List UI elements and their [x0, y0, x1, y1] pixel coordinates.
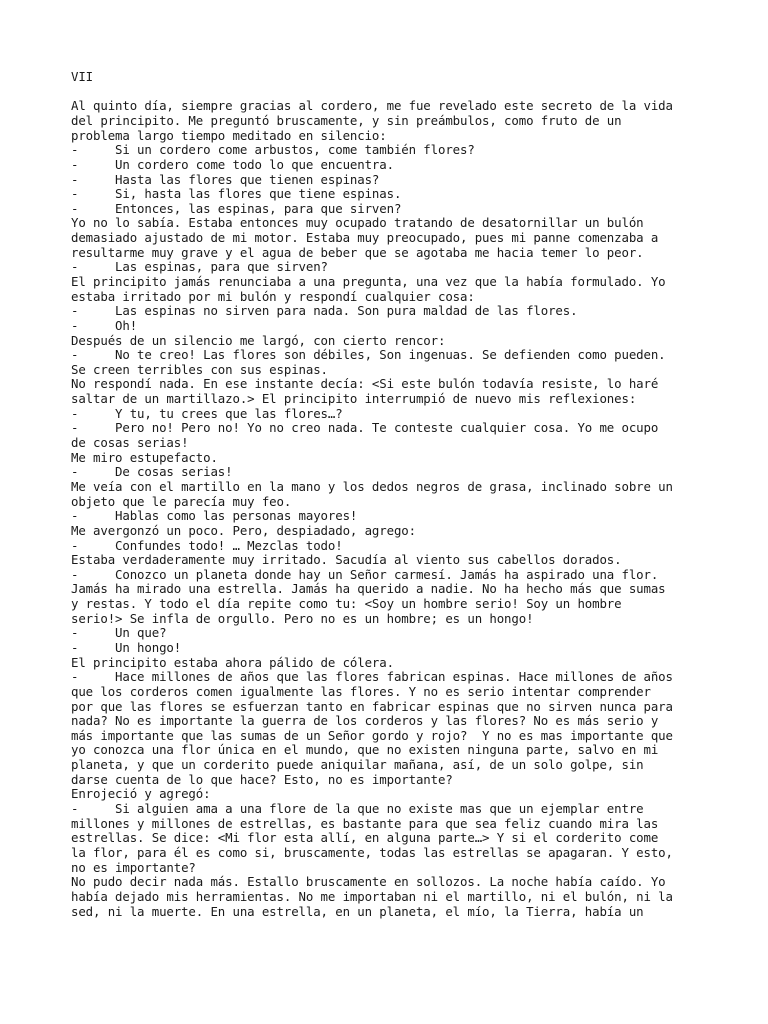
text-line: - No te creo! Las flores son débiles, Son ingenuas. Se defienden como pueden.: [71, 347, 666, 363]
text-line: demasiado ajustado de mi motor. Estaba muy preocupado, pues mi panne comenzaba a: [71, 230, 659, 246]
text-line: nada? No es importante la guerra de los corderos y las flores? No es más serio y: [71, 713, 659, 729]
text-line: Se creen terribles con sus espinas.: [71, 361, 328, 377]
text-line: más importante que las sumas de un Señor gordo y rojo? Y no es mas importante que: [71, 727, 673, 743]
text-line: - Hace millones de años que las flores fabrican espinas. Hace millones de años: [71, 669, 673, 685]
text-line: no es importante?: [71, 859, 196, 875]
text-line: por que las flores se esfuerzan tanto en fabricar espinas que no sirven nunca para: [71, 698, 673, 714]
text-line: - Un cordero come todo lo que encuentra.: [71, 156, 394, 172]
text-line: - Conozco un planeta donde hay un Señor carmesí. Jamás ha aspirado una flor.: [71, 566, 659, 582]
text-line: que los corderos comen igualmente las flores. Y no es serio intentar comprender: [71, 683, 651, 699]
text-line: No pudo decir nada más. Estallo bruscamente en sollozos. La noche había caído. Yo: [71, 874, 666, 890]
text-line: estaba irritado por mi bulón y respondí cualquier cosa:: [71, 288, 475, 304]
text-line: planeta, y que un corderito puede aniquilar mañana, así, de un solo golpe, sin: [71, 757, 644, 773]
text-line: del principito. Me preguntó bruscamente, y sin preámbulos, como fruto de un: [71, 112, 622, 128]
text-line: - Entonces, las espinas, para que sirven?: [71, 200, 402, 216]
text-line: había dejado mis herramientas. No me importaban ni el martillo, ni el bulón, ni la: [71, 888, 673, 904]
text-line: - Hasta las flores que tienen espinas?: [71, 171, 380, 187]
text-line: problema largo tiempo meditado en silencio:: [71, 127, 387, 143]
text-line: darse cuenta de lo que hace? Esto, no es importante?: [71, 771, 453, 787]
text-line: - Pero no! Pero no! Yo no creo nada. Te conteste cualquier cosa. Yo me ocupo: [71, 420, 659, 436]
text-line: - Si un cordero come arbustos, come también flores?: [71, 142, 475, 158]
text-line: Me veía con el martillo en la mano y los dedos negros de grasa, inclinado sobre un: [71, 478, 673, 494]
text-line: Me miro estupefacto.: [71, 449, 218, 465]
text-line: El principito jamás renunciaba a una pregunta, una vez que la había formulado. Yo: [71, 273, 666, 289]
text-line: - De cosas serias!: [71, 464, 233, 480]
text-line: - Y tu, tu crees que las flores…?: [71, 405, 343, 421]
text-line: - Confundes todo! … Mezclas todo!: [71, 537, 343, 553]
text-line: objeto que le parecía muy feo.: [71, 493, 292, 509]
text-line: Después de un silencio me largó, con cierto rencor:: [71, 332, 446, 348]
text-line: Al quinto día, siempre gracias al cordero, me fue revelado este secreto de la vida: [71, 98, 673, 114]
text-line: la flor, para él es como si, bruscamente, todas las estrellas se apagaran. Y esto,: [71, 844, 673, 860]
text-line: - Hablas como las personas mayores!: [71, 508, 358, 524]
text-line: Yo no lo sabía. Estaba entonces muy ocupado tratando de desatornillar un bulón: [71, 215, 644, 231]
chapter-heading: VII: [71, 69, 94, 84]
text-line: Jamás ha mirado una estrella. Jamás ha querido a nadie. No ha hecho más que sumas: [71, 581, 666, 597]
text-line: Enrojeció y agregó:: [71, 786, 211, 802]
text-line: - Si alguien ama a una flore de la que no existe mas que un ejemplar entre: [71, 801, 644, 817]
text-line: sed, ni la muerte. En una estrella, en un planeta, el mío, la Tierra, había un: [71, 903, 644, 919]
text-line: - Oh!: [71, 317, 138, 333]
text-line: El principito estaba ahora pálido de cólera.: [71, 654, 394, 670]
text-line: Estaba verdaderamente muy irritado. Sacudía al viento sus cabellos dorados.: [71, 552, 622, 568]
text-line: saltar de un martillazo.> El principito interrumpió de nuevo mis reflexiones:: [71, 391, 637, 407]
document-body: [71, 99, 708, 919]
text-line: No respondí nada. En ese instante decía: <Si este bulón todavía resiste, lo haré: [71, 376, 659, 392]
text-line: resultarme muy grave y el agua de beber que se agotaba me hacia temer lo peor.: [71, 244, 644, 260]
text-line: y restas. Y todo el día repite como tu: <Soy un hombre serio! Soy un hombre: [71, 596, 622, 612]
text-line: Me avergonzó un poco. Pero, despiadado, agrego:: [71, 522, 416, 538]
text-line: - Un hongo!: [71, 640, 182, 655]
text-line: estrellas. Se dice: <Mi flor esta allí, en alguna parte…> Y si el corderito come: [71, 830, 659, 846]
text-line: - Las espinas no sirven para nada. Son pura maldad de las flores.: [71, 303, 578, 319]
text-line: millones y millones de estrellas, es bastante para que sea feliz cuando mira las: [71, 815, 659, 831]
text-line: - Las espinas, para que sirven?: [71, 259, 328, 275]
text-line: de cosas serias!: [71, 435, 189, 451]
text-line: serio!> Se infla de orgullo. Pero no es un hombre; es un hongo!: [71, 610, 534, 626]
text-line: - Si, hasta las flores que tiene espinas.: [71, 186, 402, 202]
text-line: yo conozca una flor única en el mundo, que no existen ninguna parte, salvo en mi: [71, 742, 659, 758]
text-line: - Un que?: [71, 625, 167, 641]
